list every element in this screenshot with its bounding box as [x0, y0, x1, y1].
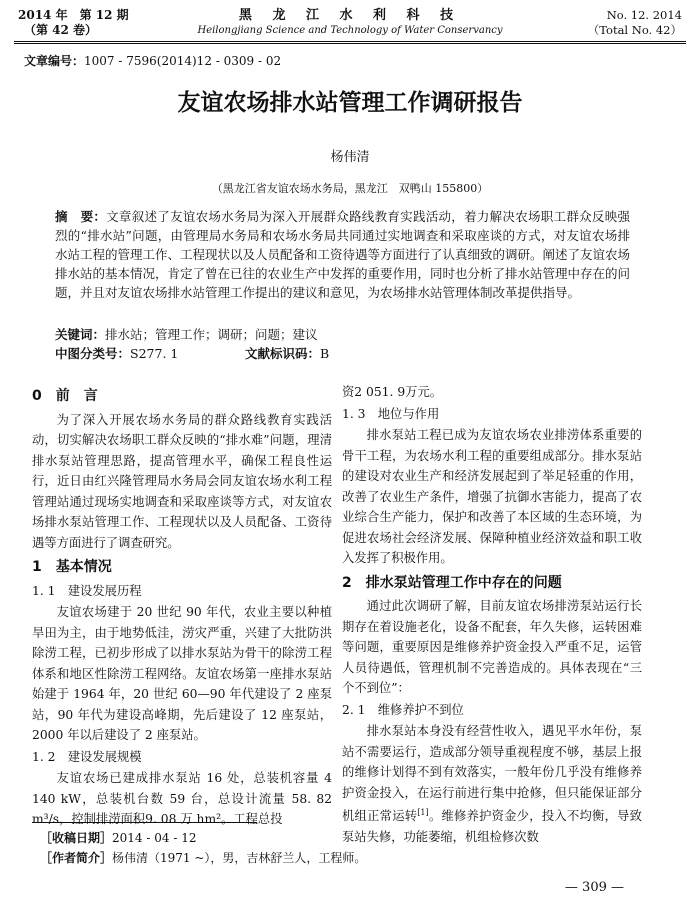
section-2-1-heading: 2. 1 维修养护不到位 — [342, 702, 464, 717]
header-year-issue — [18, 8, 129, 38]
author-affiliation: （黑龙江省友谊农场水务局，黑龙江 双鸭山 155800） — [211, 182, 489, 195]
section-2-1-text-b: 。维修养护资金少，投入不均衡，导致泵站失修，功能萎缩，机组检修次数 — [342, 809, 642, 844]
keywords-label: 关键词： — [55, 327, 106, 342]
article-number — [24, 52, 281, 69]
doccode-label: 文献标识码： — [245, 346, 321, 361]
section-0-heading: 0 前 言 — [32, 388, 98, 404]
total-no: （Total No. 42） — [587, 23, 682, 37]
header-issue-number — [588, 8, 682, 38]
continuation-text: 资2 051. 9万元。 — [342, 385, 443, 399]
section-2-paragraph: 通过此次调研了解，目前友谊农场排涝泵站运行长期存在着设施老化，设备不配套，年久失修，运转困难等问题，重要原因是维修养护资金投入严重不足，运管人员待遇低，管理机制不完善造成的。具体表现在“三个不到位”： — [342, 599, 642, 695]
clc-value: S277. 1 — [130, 346, 179, 361]
section-1-1-heading: 1. 1 建设发展历程 — [32, 583, 142, 598]
author-bio-value: 杨伟清（1971 ~），男，吉林舒兰人，工程师。 — [112, 851, 367, 865]
section-1-1-paragraph: 友谊农场建于 20 世纪 90 年代，农业主要以种植旱田为主，由于地势低洼，涝灾严重，兴建了大批防洪除涝工程，已初步形成了以排水泵站为骨干的除涝工程体系和地区性除涝工程网络。友谊农场第一座排水泵站始建于 1964 年，20 世纪 60—90 年代建设了 2 座泵站，90 年代为建设高峰期，先后建设了 12 座泵站，2000 年以后建设了 2 座泵站。 — [32, 605, 332, 742]
abstract-label: 摘 要： — [55, 209, 107, 224]
year-issue: 2014 年 第 12 期 — [18, 8, 129, 22]
left-column — [32, 382, 332, 830]
article-number-label: 文章编号： — [24, 54, 85, 68]
footnote — [40, 828, 366, 868]
section-1-3-paragraph: 排水泵站工程已成为友谊农场农业排涝体系重要的骨干工程，为农场水利工程的重要组成部分。排水泵站的建设对农业生产和经济发展起到了举足轻重的作用，改善了农业生产条件，增强了抗御水害能力，提高了农业综合生产能力，保护和改善了本区域的生态环境，为促进农场社会经济发展、保障种植业经济效益和职工收入发挥了积极作用。 — [342, 428, 642, 565]
article-number-value: 1007 - 7596(2014)12 - 0309 - 02 — [84, 54, 282, 68]
volume: （第 42 卷） — [24, 23, 98, 37]
abstract-text: 文章叙述了友谊农场水务局为深入开展群众路线教育实践活动，着力解决农场职工群众反映强烈的“排水站”问题，由管理局水务局和农场水务局共同通过实地调查和采取座谈的方式，对友谊农场排水站工程的管理工作、工程现状以及人员配备和工资待遇等方面进行了认真细致的调研。阐述了友谊农场排水站的基本情况，肯定了曾在已往的农业生产中发挥的重要作用，同时也分析了排水站管理中存在的问题，并且对友谊农场排水站管理工作提出的建议和意见，为农场排水站管理体制改革提供指导。 — [55, 209, 631, 300]
section-1-3-heading: 1. 3 地位与作用 — [342, 406, 440, 421]
doccode-value: B — [320, 346, 330, 361]
clc-label: 中图分类号： — [55, 346, 131, 361]
header-rule-bottom — [14, 43, 686, 44]
received-value: 2014 - 04 - 12 — [112, 831, 197, 845]
received-label: ［收稿日期］ — [40, 831, 113, 845]
author-bio — [40, 848, 366, 868]
header-rule-top — [14, 41, 686, 42]
section-2-1-paragraph — [342, 721, 642, 847]
keywords — [55, 325, 318, 343]
section-2-heading: 2 排水泵站管理工作中存在的问题 — [342, 574, 562, 591]
footnote-rule — [32, 822, 257, 823]
author-name: 杨伟清 — [330, 150, 370, 165]
section-1-2-heading: 1. 2 建设发展规模 — [32, 749, 142, 764]
section-0-paragraph: 为了深入开展农场水务局的群众路线教育实践活动，切实解决农场职工群众反映的“排水难”问题，理清排水泵站管理思路，提高管理水平，确保工程良性运行，近日由红兴隆管理局水务局会同友谊农场水利工程管理站通过现场实地调查和采取座谈等方式，对友谊农场排水泵站管理工作、工程现状以及人员配备、工资待遇等方面进行了调查研究。 — [32, 412, 332, 550]
article-title: 友谊农场排水站管理工作调研报告 — [177, 90, 523, 116]
abstract — [55, 207, 630, 302]
keywords-value: 排水站；管理工作；调研；问题；建议 — [105, 327, 318, 342]
document-code — [245, 344, 329, 362]
page-number: — 309 — — [564, 880, 624, 895]
journal-name-en: Heilongjiang Science and Technology of Water Conservancy — [197, 25, 503, 36]
received-date — [40, 828, 366, 848]
journal-name-cn: 黑 龙 江 水 利 科 技 — [238, 8, 462, 23]
section-1-heading: 1 基本情况 — [32, 559, 112, 575]
header-journal — [170, 8, 530, 37]
right-column — [342, 382, 642, 847]
section-1-2-paragraph: 友谊农场已建成排水泵站 16 处，总装机容量 4 140 kW，总装机台数 59 台，总设计流量 58. 82 m³/s，控制排涝面积9. 08 万 hm²。工程总投 — [32, 771, 332, 826]
section-2-1-text-a: 排水泵站本身没有经营性收入，遇见平水年份，泵站不需要运行，造成部分领导重视程度不够，基层上报的维修计划得不到有效落实，一般年份几乎没有维修养护资金投入，在运行前进行集中抢修，但只能保证部分机组正常运转 — [342, 724, 642, 824]
clc-number — [55, 344, 178, 362]
citation-ref: [1] — [417, 808, 429, 817]
issue-no: No. 12. 2014 — [606, 8, 682, 22]
author-bio-label: ［作者简介］ — [40, 851, 113, 865]
